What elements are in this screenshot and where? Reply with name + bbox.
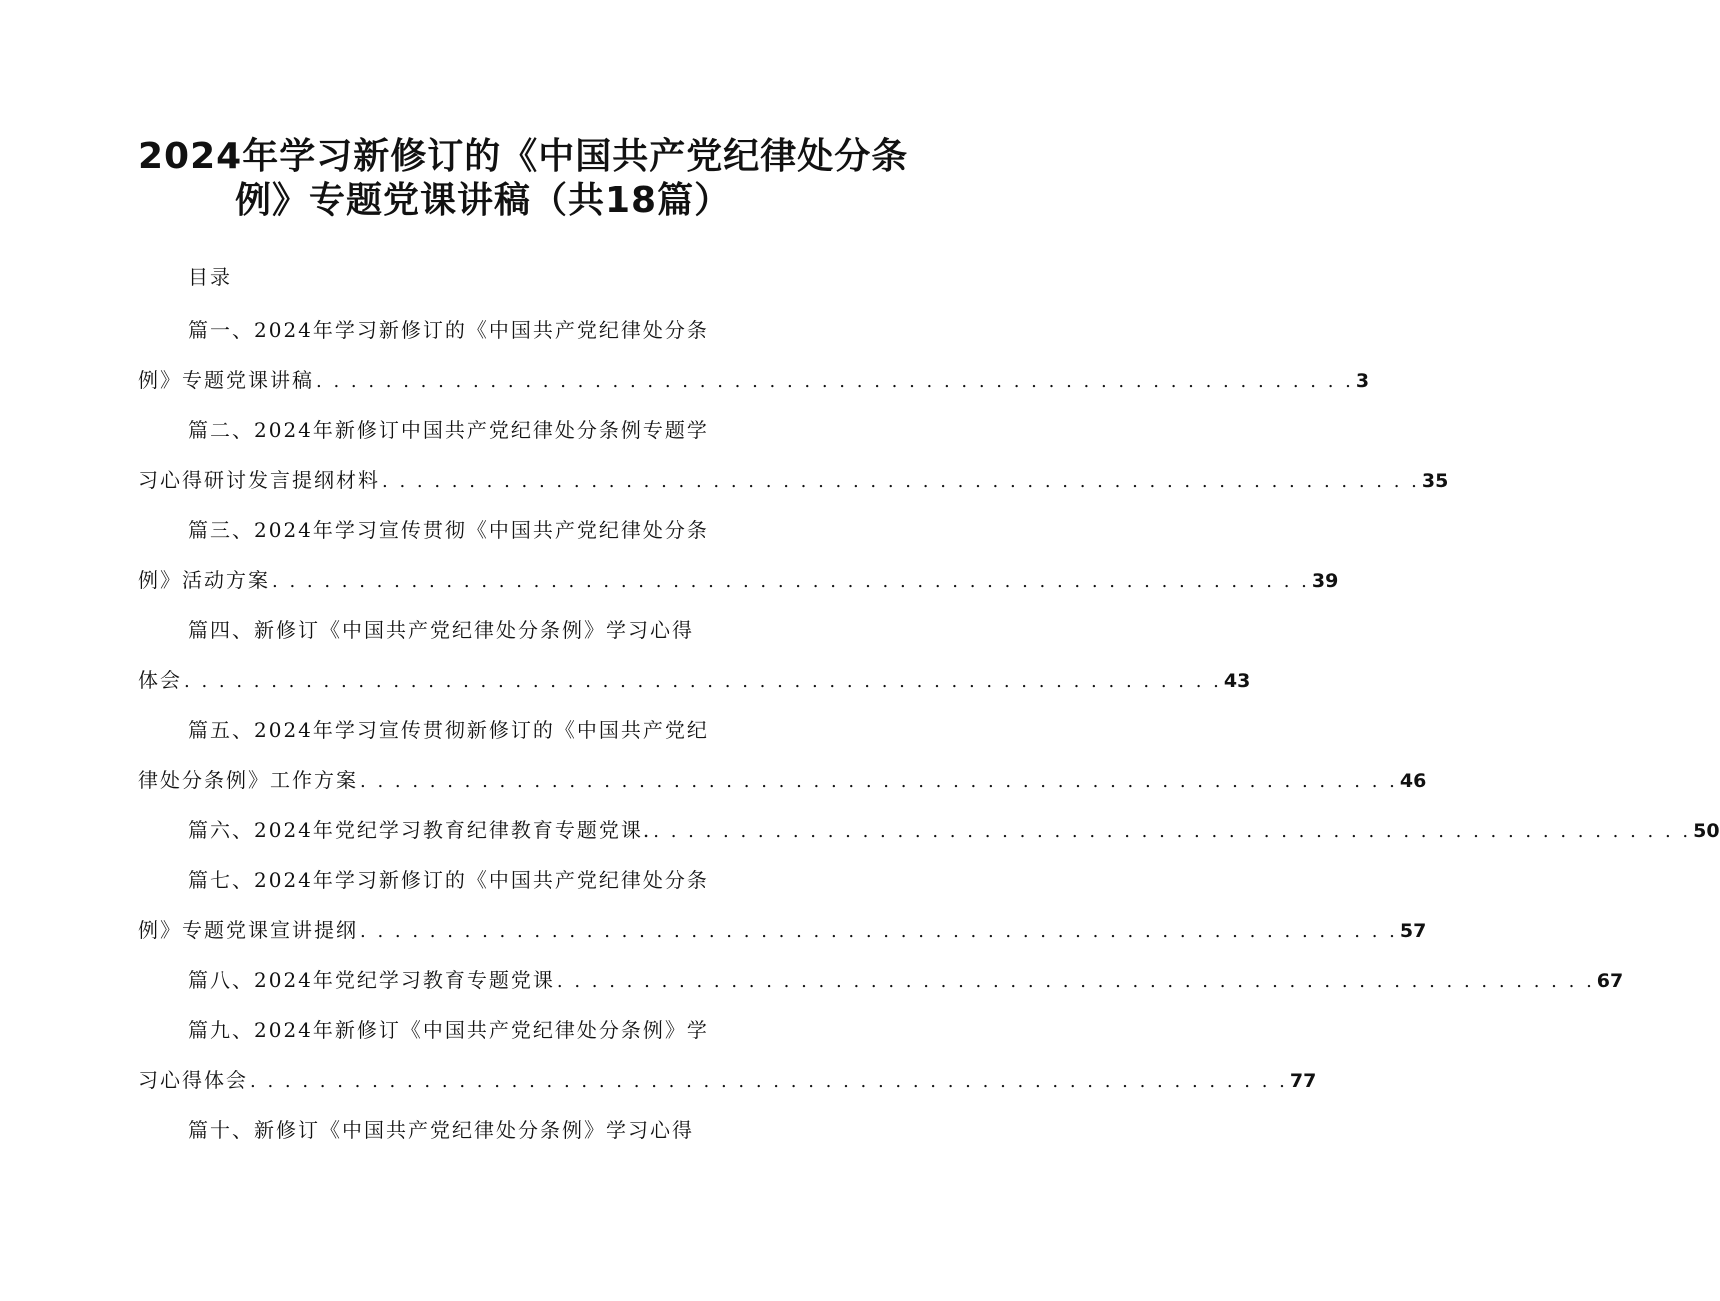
toc-entry-title-line-2 xyxy=(0,460,1449,510)
toc-entry-text: 律处分条例》工作方案 xyxy=(138,768,358,792)
toc-entry[interactable] xyxy=(0,310,1370,410)
toc-entry-title-line-1: 篇三、2024年学习宣传贯彻《中国共产党纪律处分条 xyxy=(188,518,709,542)
toc-entry-title-line-2 xyxy=(0,660,1251,710)
toc-entry-text: 例》活动方案 xyxy=(138,568,270,592)
toc-page-number: 50 xyxy=(1693,820,1720,842)
toc-entry[interactable] xyxy=(0,610,1251,710)
toc-entry-title-line-2 xyxy=(0,560,1339,610)
toc-page-number: 46 xyxy=(1399,770,1427,792)
toc-entry[interactable] xyxy=(0,960,1624,1010)
toc-entry-title-line-2 xyxy=(0,360,1370,410)
toc-entry[interactable] xyxy=(0,410,1449,510)
toc-dot-leader: . . . . . . . . . . . . . . . . . . . . . . . . . . . . . . . . . . . . . . . . . . . . . . . . . . . . . . . . . . . . xyxy=(272,571,1310,592)
toc-entry-title-line-1: 篇五、2024年学习宣传贯彻新修订的《中国共产党纪 xyxy=(188,718,709,742)
toc-entry[interactable] xyxy=(0,860,1427,960)
toc-page-number: 39 xyxy=(1311,570,1339,592)
toc-entry-text: 篇八、2024年党纪学习教育专题党课 xyxy=(188,968,555,992)
toc-page-number: 57 xyxy=(1399,920,1427,942)
toc-page-number: 67 xyxy=(1596,970,1624,992)
document-title-line-1: 2024年学习新修订的《中国共产党纪律处分条 xyxy=(138,136,909,177)
toc-heading: 目录 xyxy=(188,265,232,289)
toc-entry-text: 习心得体会 xyxy=(138,1068,248,1092)
toc-entry-title-line-2 xyxy=(0,910,1427,960)
toc-dot-leader: . . . . . . . . . . . . . . . . . . . . . . . . . . . . . . . . . . . . . . . . . . . . . . . . . . . . . . . . . . . . xyxy=(316,371,1354,392)
toc-entry-title-line-1: 篇二、2024年新修订中国共产党纪律处分条例专题学 xyxy=(188,418,709,442)
toc-dot-leader: . . . . . . . . . . . . . . . . . . . . . . . . . . . . . . . . . . . . . . . . . . . . . . . . . . . . . . . . . . . . xyxy=(360,771,1398,792)
document-title-line-2: 例》专题党课讲稿（共18篇） xyxy=(235,180,732,221)
toc-dot-leader: . . . . . . . . . . . . . . . . . . . . . . . . . . . . . . . . . . . . . . . . . . . . . . . . . . . . . . . . . . . . xyxy=(360,921,1398,942)
toc-dot-leader: . . . . . . . . . . . . . . . . . . . . . . . . . . . . . . . . . . . . . . . . . . . . . . . . . . . . . . . . . . . . xyxy=(653,821,1692,842)
toc-entry[interactable] xyxy=(0,1010,1317,1110)
toc-entry-title-line-2 xyxy=(0,1060,1317,1110)
toc-entry-title-line-1: 篇十、新修订《中国共产党纪律处分条例》学习心得 xyxy=(188,1118,694,1142)
toc-entry-text: 体会 xyxy=(138,668,182,692)
toc-entry-title-line-2 xyxy=(0,960,1624,1010)
toc-entry-title-line-1: 篇四、新修订《中国共产党纪律处分条例》学习心得 xyxy=(188,618,694,642)
toc-page-number: 35 xyxy=(1421,470,1449,492)
toc-page-number: 3 xyxy=(1355,370,1370,392)
toc-dot-leader: . . . . . . . . . . . . . . . . . . . . . . . . . . . . . . . . . . . . . . . . . . . . . . . . . . . . . . . . . . . . xyxy=(556,971,1595,992)
toc-entry[interactable] xyxy=(0,710,1427,810)
toc-entry-title-line-1: 篇一、2024年学习新修订的《中国共产党纪律处分条 xyxy=(188,318,709,342)
toc-page-number: 43 xyxy=(1223,670,1251,692)
toc-entry-title-line-1: 篇七、2024年学习新修订的《中国共产党纪律处分条 xyxy=(188,868,709,892)
toc-entry[interactable] xyxy=(0,1110,920,1160)
toc-dot-leader: . . . . . . . . . . . . . . . . . . . . . . . . . . . . . . . . . . . . . . . . . . . . . . . . . . . . . . . . . . . . xyxy=(250,1071,1288,1092)
toc-entry-text: 例》专题党课宣讲提纲 xyxy=(138,918,358,942)
toc-entry-title-line-2 xyxy=(0,760,1427,810)
toc-entry-text: 习心得研讨发言提纲材料 xyxy=(138,468,380,492)
toc-entry-text: 篇六、2024年党纪学习教育纪律教育专题党课. xyxy=(188,818,652,842)
toc-dot-leader: . . . . . . . . . . . . . . . . . . . . . . . . . . . . . . . . . . . . . . . . . . . . . . . . . . . . . . . . . . . . xyxy=(184,671,1222,692)
toc-entry-text: 例》专题党课讲稿 xyxy=(138,368,314,392)
toc-entry-title-line-1: 篇九、2024年新修订《中国共产党纪律处分条例》学 xyxy=(188,1018,709,1042)
toc-entry[interactable] xyxy=(0,510,1339,610)
table-of-contents xyxy=(0,310,1720,1160)
toc-entry-title-line-2 xyxy=(0,810,1720,860)
toc-dot-leader: . . . . . . . . . . . . . . . . . . . . . . . . . . . . . . . . . . . . . . . . . . . . . . . . . . . . . . . . . . . . xyxy=(382,471,1420,492)
toc-page-number: 77 xyxy=(1289,1070,1317,1092)
toc-entry[interactable] xyxy=(0,810,1720,860)
